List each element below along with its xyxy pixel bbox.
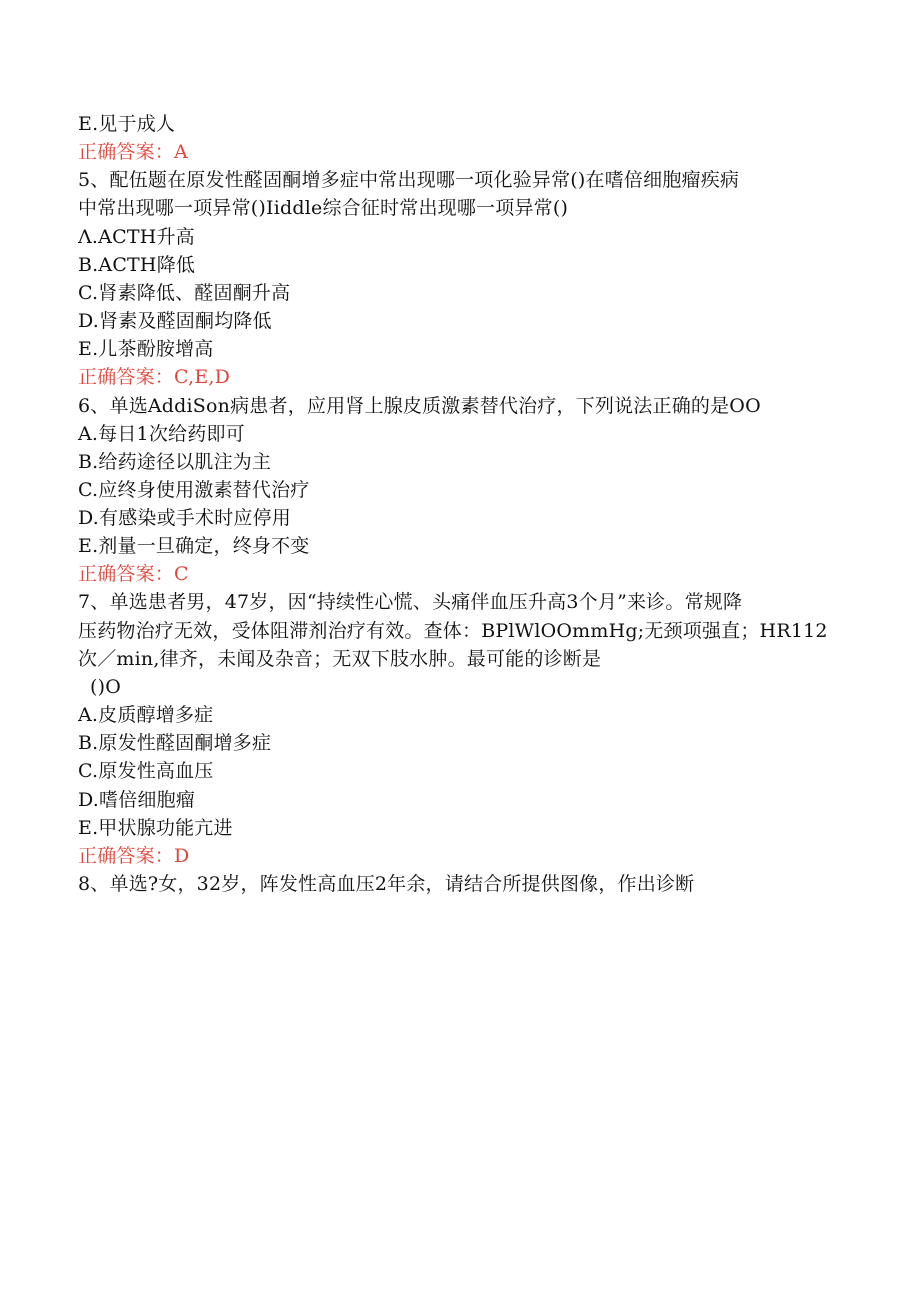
answer-q6 [78, 561, 189, 587]
option-a-q5: Λ.ACTH升高 [78, 226, 195, 248]
answer-value: C [174, 563, 189, 585]
option-e-q6: E.剂量一旦确定，终身不变 [78, 535, 310, 557]
option-a-q7: A.皮质醇增多症 [78, 704, 214, 726]
option-c-q7: C.原发性高血压 [78, 760, 214, 782]
option-e-q5: E.儿茶酚胺增高 [78, 338, 214, 360]
answer-label: 正确答案： [78, 366, 175, 388]
answer-label: 正确答案： [78, 845, 175, 867]
question-5-line-2: 中常出现哪一项异常()Iiddle综合征时常出现哪一项异常() [78, 197, 569, 219]
option-b-q5: B.ACTH降低 [78, 254, 196, 276]
question-7-line-1: 7、单选患者男，47岁，因“持续性心慌、头痛伴血压升高3个月”来诊。常规降 [78, 591, 743, 613]
question-6: 6、单选AddiSon病患者，应用肾上腺皮质激素替代治疗，下列说法正确的是OO [78, 395, 761, 417]
option-d-q7: D.嗜倍细胞瘤 [78, 789, 195, 811]
option-d-q5: D.肾素及醛固酮均降低 [78, 310, 272, 332]
option-e-q7: E.甲状腺功能亢进 [78, 817, 233, 839]
answer-value: A [174, 141, 188, 163]
question-5-line-1: 5、配伍题在原发性醛固酮增多症中常出现哪一项化验异常()在嗜倍细胞瘤疾病 [78, 169, 740, 191]
option-c-q6: C.应终身使用激素替代治疗 [78, 479, 310, 501]
answer-q7 [78, 843, 189, 869]
option-d-q6: D.有感染或手术时应停用 [78, 507, 291, 529]
option-c-q5: C.肾素降低、醛固酮升高 [78, 282, 291, 304]
option-b-q6: B.给药途径以肌注为主 [78, 451, 272, 473]
answer-value: C,E,D [174, 366, 231, 388]
answer-label: 正确答案： [78, 141, 175, 163]
question-7-line-2: 压药物治疗无效，受体阻滞剂治疗有效。查体：BPlWlOOmmHg;无颈项强直；HR112 [78, 620, 828, 642]
option-e-q4: E.见于成人 [78, 113, 176, 135]
answer-q5 [78, 364, 230, 390]
question-7-line-4: ()O [90, 676, 122, 698]
option-b-q7: B.原发性醛固酮增多症 [78, 732, 272, 754]
answer-label: 正确答案： [78, 563, 175, 585]
question-8: 8、单选?女，32岁，阵发性高血压2年余，请结合所提供图像，作出诊断 [78, 873, 695, 895]
question-7-line-3: 次／min,律齐，未闻及杂音；无双下肢水肿。最可能的诊断是 [78, 648, 602, 670]
answer-value: D [174, 845, 190, 867]
answer-q4 [78, 139, 188, 165]
option-a-q6: A.每日1次给药即可 [78, 423, 245, 445]
